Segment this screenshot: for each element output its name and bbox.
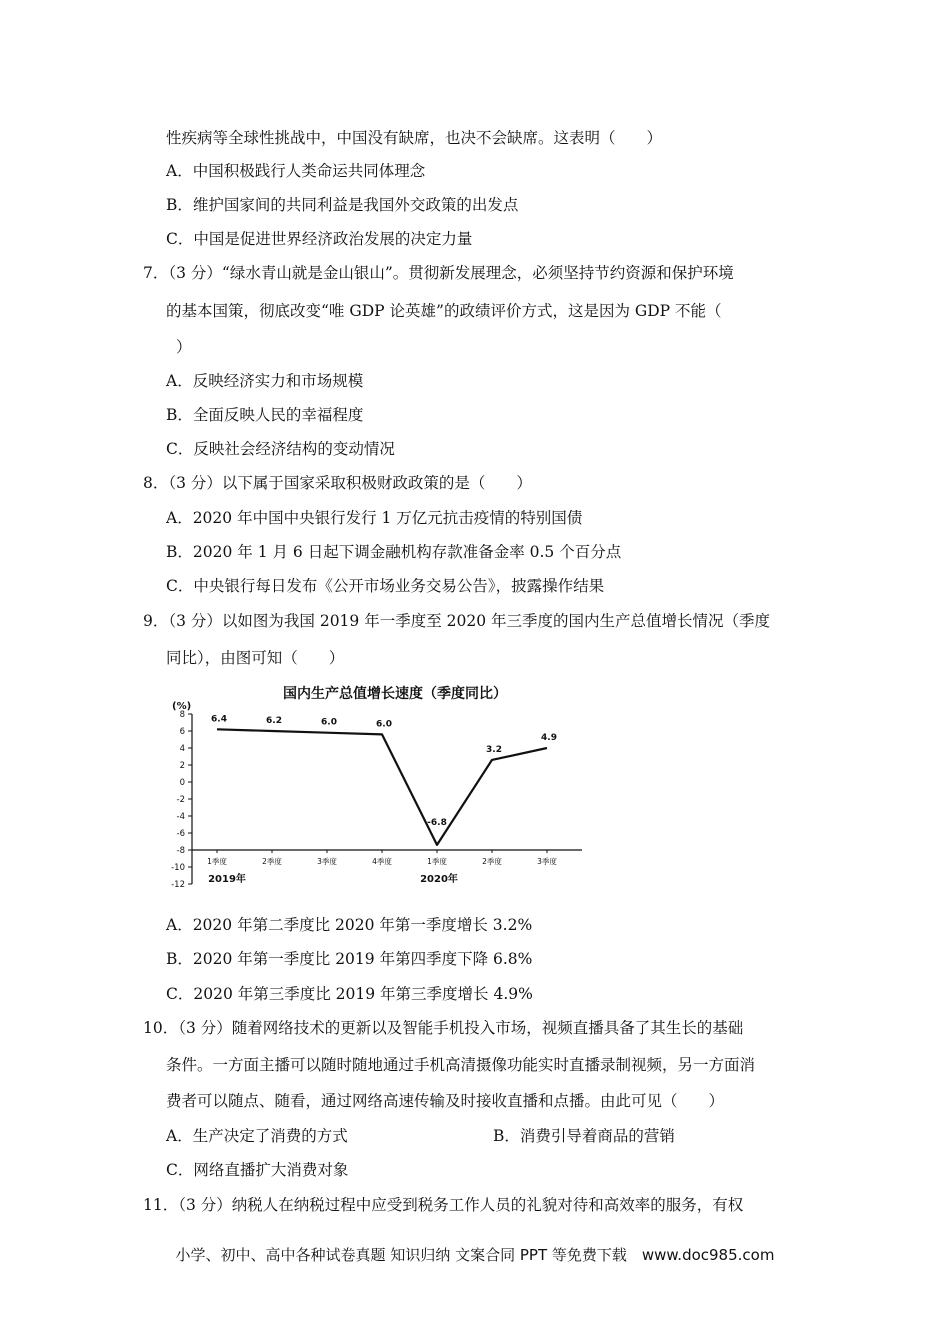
q9-stem-line1: 9．（3 分）以如图为我国 2019 年一季度至 2020 年三季度的国内生产总值增长情况（季度	[143, 612, 771, 630]
q7-option-c: C．反映社会经济结构的变动情况	[166, 440, 395, 458]
q6-stem-continuation: 性疾病等全球性挑战中，中国没有缺席，也决不会缺席。这表明（ ）	[166, 129, 663, 147]
y-tick-label: -12	[171, 880, 185, 890]
q10-stem-line1: 10．（3 分）随着网络技术的更新以及智能手机投入市场，视频直播具备了其生长的基础	[143, 1019, 744, 1037]
x-tick-label: 2季度	[262, 857, 282, 866]
q6-option-a: A．中国积极践行人类命运共同体理念	[166, 162, 426, 180]
q7-stem-line1: 7．（3 分）“绿水青山就是金山银山”。贯彻新发展理念，必须坚持节约资源和保护环境	[143, 264, 734, 282]
q9-option-c: C．2020 年第三季度比 2019 年第三季度增长 4.9%	[166, 985, 533, 1003]
q8-option-c: C．中央银行每日发布《公开市场业务交易公告》，披露操作结果	[166, 577, 605, 595]
data-label: 6.2	[266, 716, 282, 726]
data-label: 4.9	[541, 733, 557, 743]
q9-option-a: A．2020 年第二季度比 2020 年第一季度增长 3.2%	[166, 916, 533, 934]
y-tick-label: -4	[176, 812, 185, 822]
y-tick-label: -8	[176, 846, 185, 856]
q7-option-b: B．全面反映人民的幸福程度	[166, 406, 364, 424]
y-tick-label: 0	[179, 778, 185, 788]
q7-option-a: A．反映经济实力和市场规模	[166, 372, 364, 390]
data-label: -6.8	[427, 817, 447, 828]
y-tick-label: 8	[179, 710, 185, 720]
y-tick-label: -10	[171, 863, 185, 873]
y-tick-label: -6	[176, 829, 185, 839]
q7-stem-line3: ）	[176, 338, 192, 356]
q10-option-b: B．消费引导着商品的营销	[493, 1127, 675, 1145]
x-tick-label: 1季度	[207, 857, 227, 866]
gdp-growth-chart	[162, 678, 592, 893]
q9-option-b: B．2020 年第一季度比 2019 年第四季度下降 6.8%	[166, 950, 533, 968]
y-tick-label: -2	[176, 795, 185, 805]
q10-option-a: A．生产决定了消费的方式	[166, 1127, 348, 1145]
q8-option-b: B．2020 年 1 月 6 日起下调金融机构存款准备金率 0.5 个百分点	[166, 543, 622, 561]
x-tick-label: 4季度	[372, 857, 392, 866]
y-axis-label: (%)	[172, 701, 192, 712]
q7-stem-line2: 的基本国策，彻底改变“唯 GDP 论英雄”的政绩评价方式，这是因为 GDP 不能（	[166, 302, 722, 320]
x-tick-label: 3季度	[317, 857, 337, 866]
q8-option-a: A．2020 年中国中央银行发行 1 万亿元抗击疫情的特别国债	[166, 509, 583, 527]
data-label: 6.0	[321, 717, 337, 728]
q10-option-c: C．网络直播扩大消费对象	[166, 1161, 349, 1179]
q10-stem-line2: 条件。一方面主播可以随时随地通过手机高清摄像功能实时直播录制视频，另一方面消	[166, 1056, 756, 1074]
chart-title: 国内生产总值增长速度（季度同比）	[283, 686, 507, 702]
q6-option-c: C．中国是促进世界经济政治发展的决定力量	[166, 230, 473, 248]
x-tick-label: 3季度	[537, 857, 557, 866]
x-tick-label: 1季度	[427, 857, 447, 866]
data-label: 6.0	[376, 719, 392, 730]
y-tick-label: 2	[179, 761, 185, 771]
page-footer: 小学、初中、高中各种试卷真题 知识归纳 文案合同 PPT 等免费下载 www.doc985.com	[175, 1246, 775, 1264]
x-tick-label: 2季度	[482, 857, 502, 866]
year-label: 2020年	[420, 874, 458, 885]
y-tick-label: 4	[179, 744, 185, 754]
y-tick-label: 6	[179, 727, 185, 737]
q9-stem-line2: 同比），由图可知（ ）	[166, 649, 345, 667]
data-label: 3.2	[486, 744, 502, 755]
q8-stem: 8．（3 分）以下属于国家采取积极财政政策的是（ ）	[143, 474, 532, 492]
year-label: 2019年	[208, 874, 246, 885]
q10-stem-line3: 费者可以随点、随看，通过网络高速传输及时接收直播和点播。由此可见（ ）	[166, 1092, 725, 1110]
q6-option-b: B．维护国家间的共同利益是我国外交政策的出发点	[166, 196, 519, 214]
q11-stem-line1: 11．（3 分）纳税人在纳税过程中应受到税务工作人员的礼貌对待和高效率的服务，有权	[143, 1196, 744, 1214]
data-label: 6.4	[211, 714, 227, 725]
